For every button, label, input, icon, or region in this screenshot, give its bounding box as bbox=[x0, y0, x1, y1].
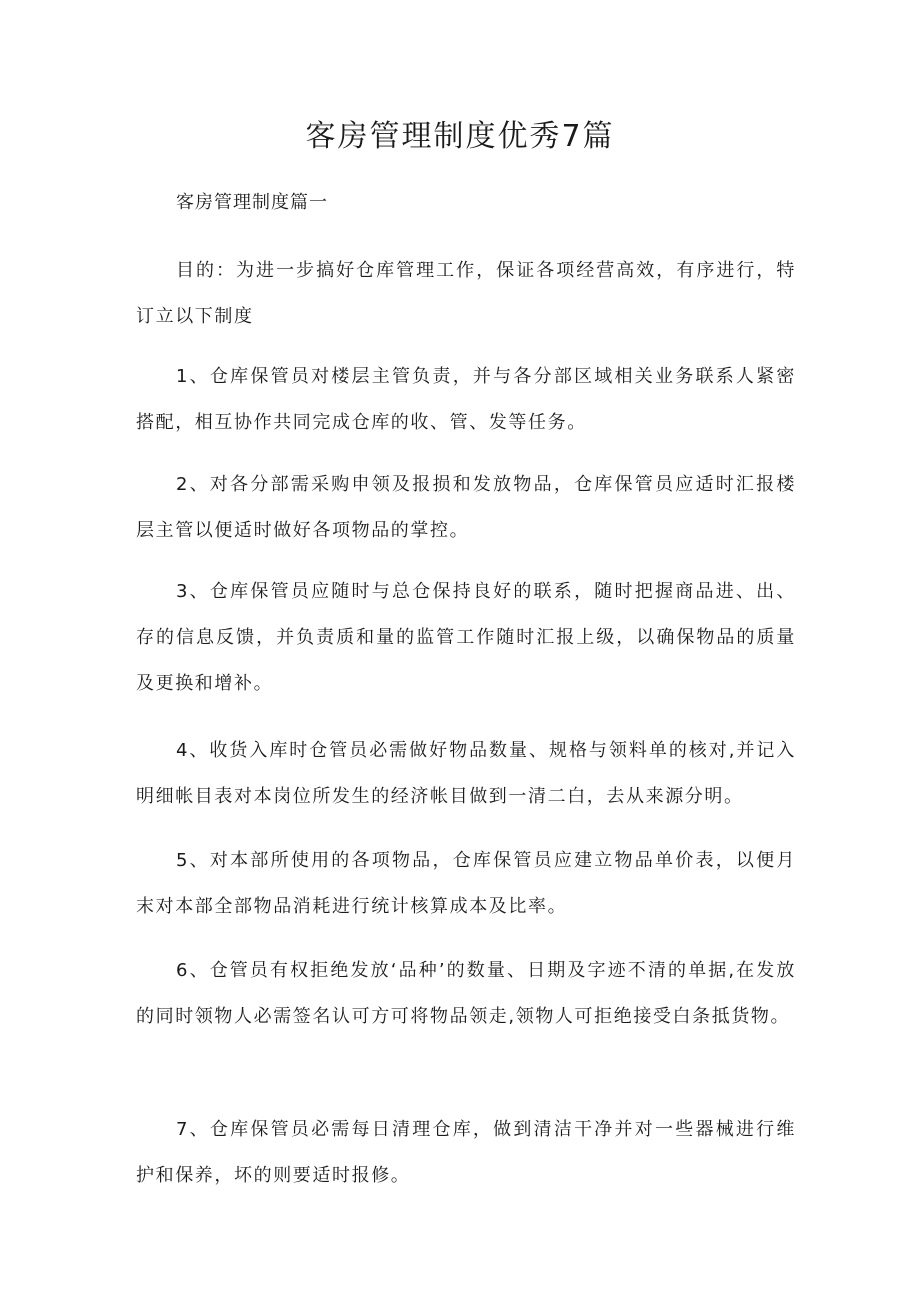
paragraph-rule-5: 5、对本部所使用的各项物品，仓库保管员应建立物品单价表，以便月末对本部全部物品消耗进行统计核算成本及比率。 bbox=[136, 850, 796, 917]
paragraph-rule-2: 2、对各分部需采购申领及报损和发放物品，仓库保管员应适时汇报楼层主管以便适时做好各项物品的掌控。 bbox=[136, 474, 796, 541]
paragraph-rule-3: 3、仓库保管员应随时与总仓保持良好的联系，随时把握商品进、出、存的信息反馈，并负责质和量的监管工作随时汇报上级，以确保物品的质量及更换和增补。 bbox=[136, 581, 796, 694]
paragraph-rule-1: 1、仓库保管员对楼层主管负责，并与各分部区域相关业务联系人紧密搭配，相互协作共同完成仓库的收、管、发等任务。 bbox=[136, 366, 796, 433]
paragraph-purpose: 目的：为进一步搞好仓库管理工作，保证各项经营高效，有序进行，特订立以下制度 bbox=[136, 260, 796, 327]
document-title: 客房管理制度优秀7篇 bbox=[305, 119, 615, 154]
paragraph-rule-6: 6、仓管员有权拒绝发放‘品种’的数量、日期及字迹不清的单据,在发放的同时领物人必需签名认可方可将物品领走,领物人可拒绝接受白条抵货物。 bbox=[136, 960, 796, 1027]
paragraph-rule-7: 7、仓库保管员必需每日清理仓库，做到清洁干净并对一些器械进行维护和保养，坏的则要适时报修。 bbox=[136, 1119, 796, 1186]
paragraph-rule-4: 4、收货入库时仓管员必需做好物品数量、规格与领料单的核对,并记入明细帐目表对本岗位所发生的经济帐目做到一清二白，去从来源分明。 bbox=[136, 740, 796, 807]
section-heading: 客房管理制度篇一 bbox=[176, 192, 328, 213]
